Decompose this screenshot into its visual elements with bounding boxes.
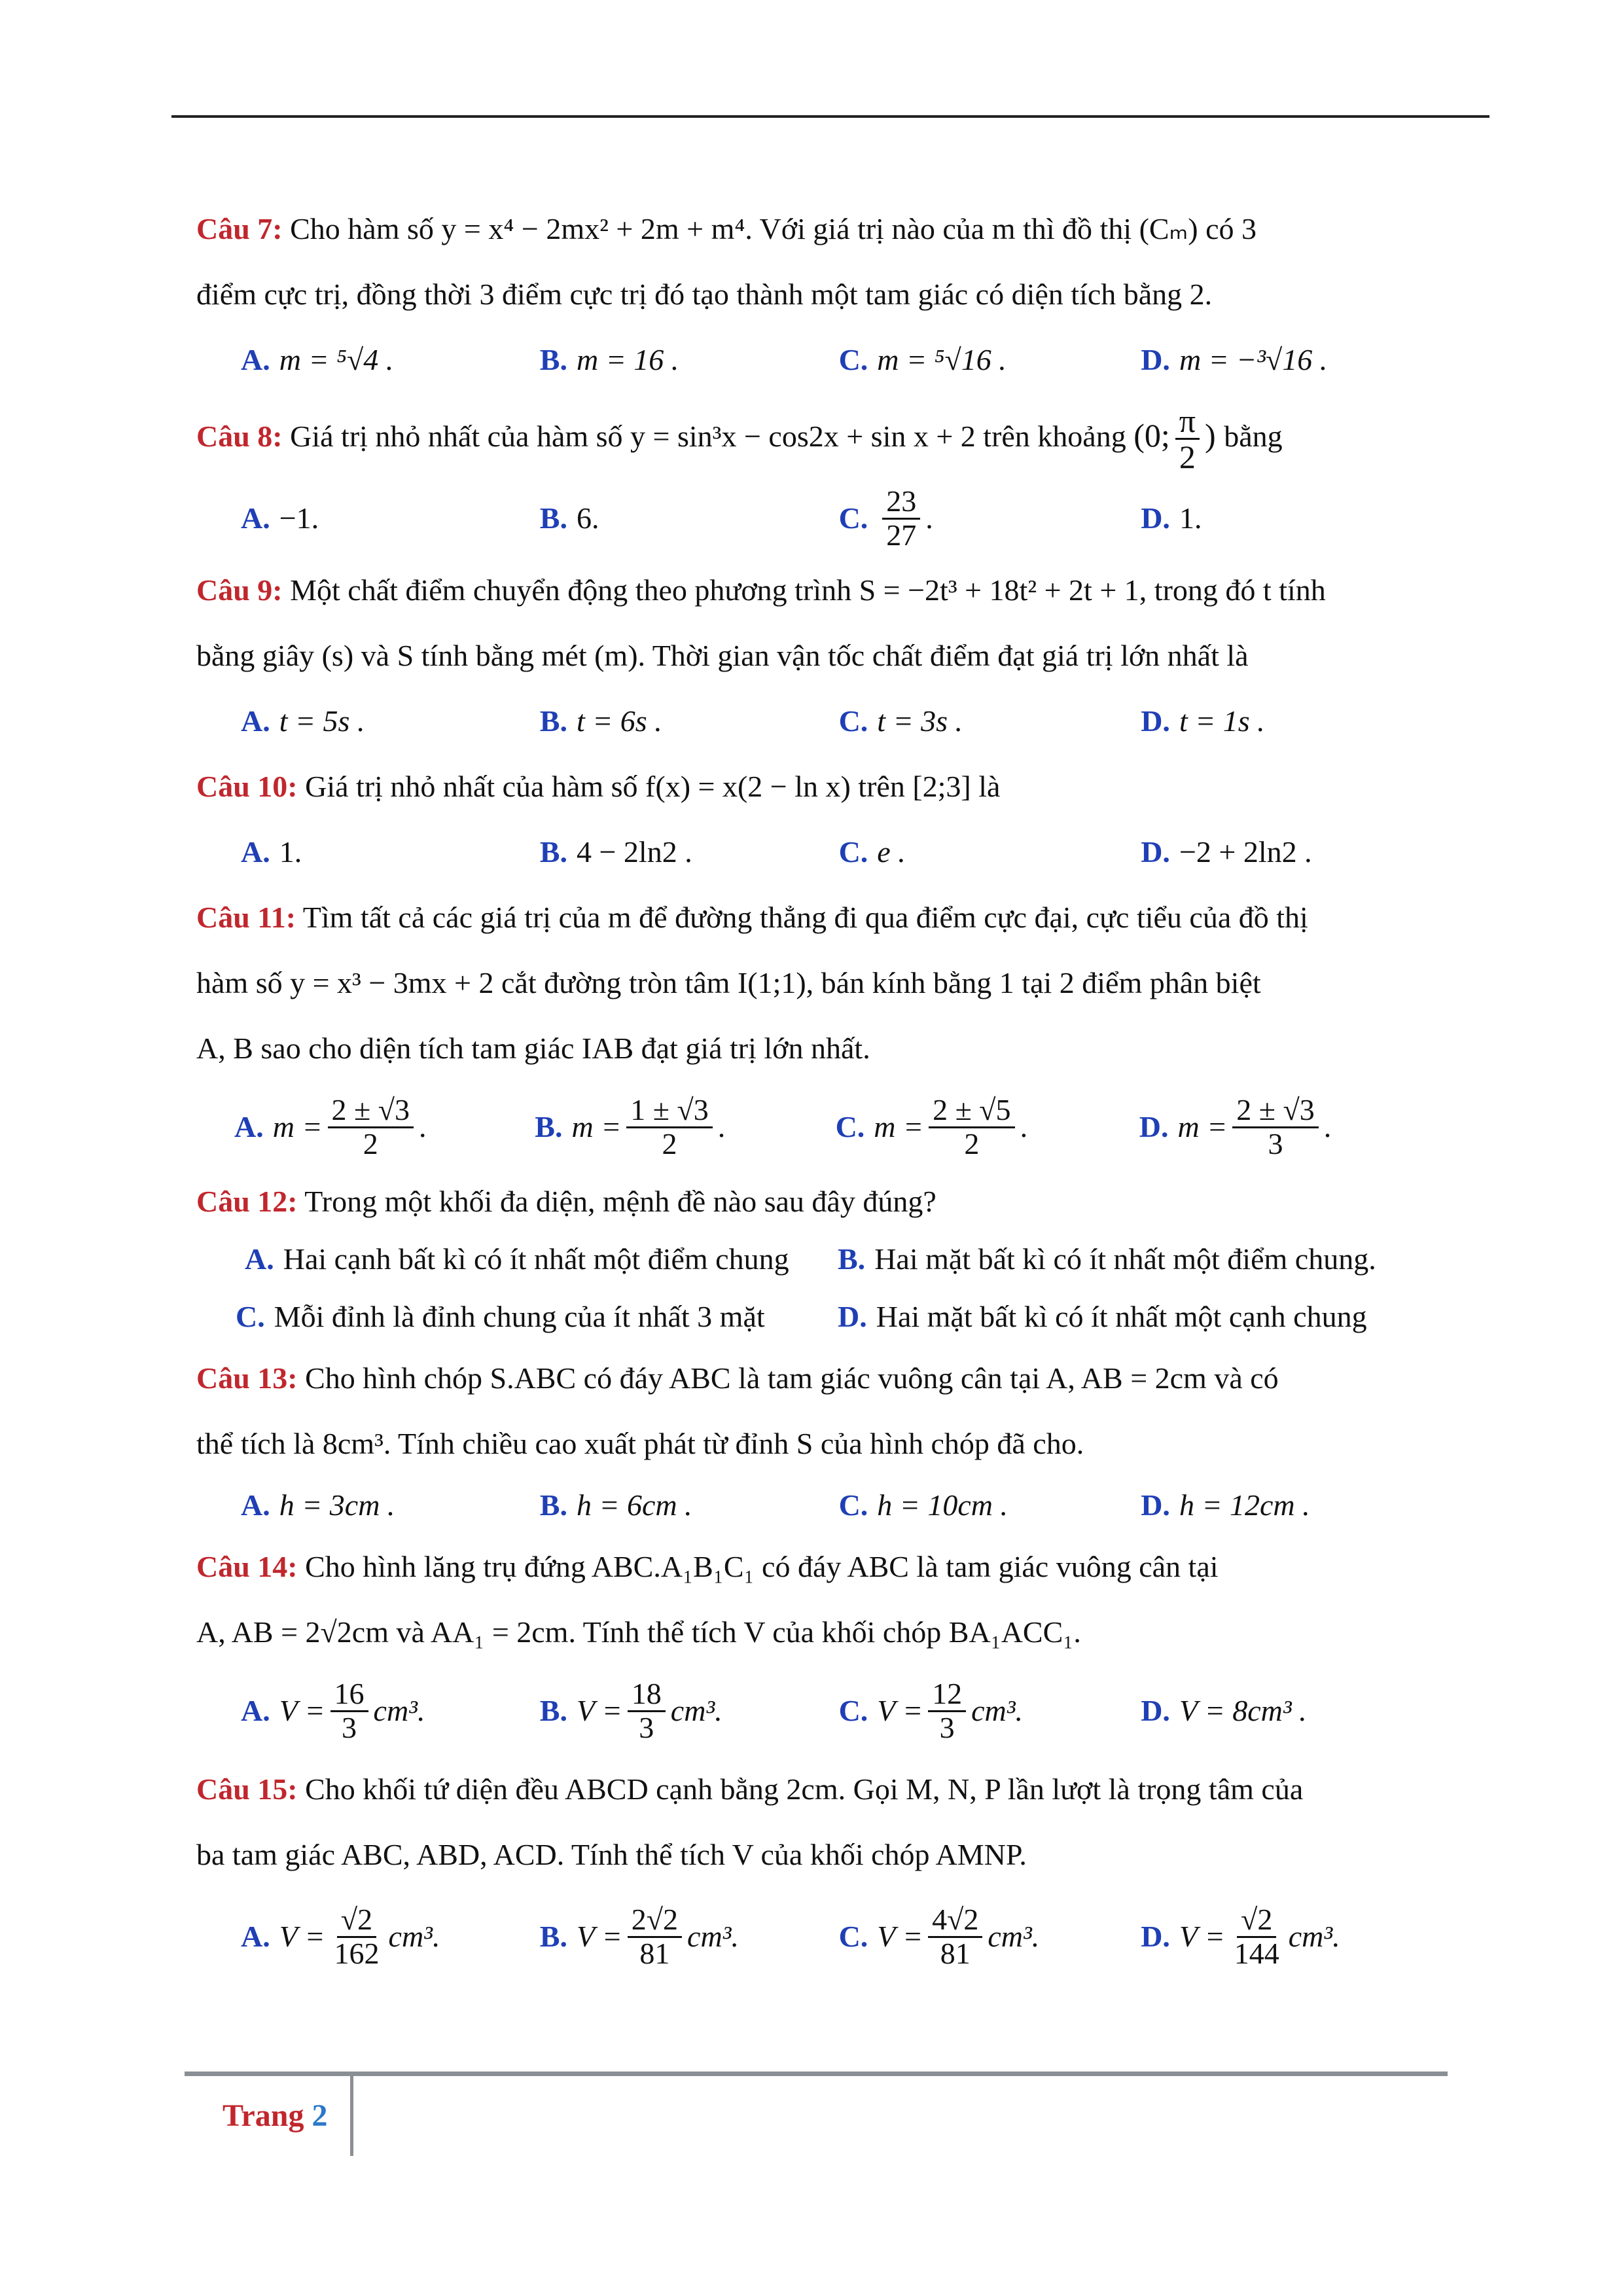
question-text-cont: điểm cực trị, đồng thời 3 điểm cực trị đó tạo thành một tam giác có diện tích bằng 2. (196, 278, 1213, 311)
question-text: Cho hình lăng trụ đứng ABC.A₁B₁C₁ có đáy ABC là tam giác vuông cân tại (305, 1550, 1219, 1583)
question-15-options (241, 1888, 1440, 1986)
question-text-cont: hàm số y = x³ − 3mx + 2 cắt đường tròn tâm I(1;1), bán kính bằng 1 tại 2 điểm phân biệt (196, 966, 1261, 999)
option-a[interactable]: A. 1. (241, 835, 302, 869)
question-10-options (241, 819, 1440, 885)
option-d[interactable]: D. Hai mặt bất kì có ít nhất một cạnh chung (838, 1300, 1367, 1333)
option-d[interactable]: D. h = 12cm . (1141, 1488, 1310, 1522)
question-text-cont: ba tam giác ABC, ABD, ACD. Tính thể tích V của khối chóp AMNP. (196, 1838, 1027, 1871)
question-text: Trong một khối đa diện, mệnh đề nào sau đây đúng? (304, 1185, 936, 1218)
option-b[interactable]: B. 4 − 2ln2 . (539, 835, 692, 869)
option-d[interactable]: D. V = $\frac{√2}{144}$ cm³. (1141, 1903, 1340, 1970)
option-c[interactable]: C. e . (838, 835, 906, 869)
question-text-cont: bằng giây (s) và S tính bằng mét (m). Thời gian vận tốc chất điểm đạt giá trị lớn nhất là (196, 639, 1249, 672)
question-text: Cho hình chóp S.ABC có đáy ABC là tam giác vuông cân tại A, AB = 2cm và có (305, 1361, 1279, 1395)
question-11-options (234, 1081, 1440, 1173)
question-7-options (241, 327, 1440, 393)
option-d[interactable]: D. t = 1s . (1141, 704, 1265, 738)
question-9 (196, 558, 1440, 689)
option-a[interactable]: A. h = 3cm . (241, 1488, 395, 1522)
question-8 (196, 393, 1440, 479)
option-c[interactable]: C. t = 3s . (838, 704, 963, 738)
header-rule (171, 115, 1489, 118)
question-9-options (241, 689, 1440, 754)
question-tail: bằng (1224, 420, 1283, 453)
question-text: Cho khối tứ diện đều ABCD cạnh bằng 2cm. Gọi M, N, P lần lượt là trọng tâm của (305, 1772, 1304, 1806)
option-b[interactable]: B. V = $\frac{2√2}{81}$ cm³. (539, 1903, 739, 1970)
question-label: Câu 7: (196, 212, 283, 245)
question-15 (196, 1757, 1440, 1888)
page-number (223, 2098, 327, 2134)
question-13-options (241, 1477, 1440, 1534)
question-text-cont: A, AB = 2√2cm và AA₁ = 2cm. Tính thể tích V của khối chóp BA₁ACC₁. (196, 1615, 1081, 1649)
page-num: 2 (312, 2098, 328, 2133)
option-b[interactable]: B. Hai mặt bất kì có ít nhất một điểm chung. (838, 1242, 1376, 1276)
interval: (0; $\frac{\pi}{2}$ ) (1133, 402, 1216, 476)
question-8-options (241, 479, 1440, 558)
question-text: Giá trị nhỏ nhất của hàm số y = sin³x − cos2x + sin x + 2 trên khoảng (290, 420, 1126, 453)
option-d[interactable]: D. m = $\frac{2 \pm √3}{3}$ . (1139, 1093, 1332, 1160)
question-text-cont: A, B sao cho diện tích tam giác IAB đạt giá trị lớn nhất. (196, 1031, 870, 1065)
option-c[interactable]: C. h = 10cm . (838, 1488, 1008, 1522)
option-c[interactable]: C. V = $\frac{4√2}{81}$ cm³. (838, 1903, 1040, 1970)
footer-divider (350, 2073, 353, 2156)
question-12-options (236, 1230, 1440, 1346)
option-b[interactable]: B. m = $\frac{1 \pm √3}{2}$ . (535, 1093, 726, 1160)
option-b[interactable]: B. V = $\frac{18}{3}$ cm³. (539, 1677, 722, 1744)
question-label: Câu 11: (196, 901, 296, 934)
question-14-options (241, 1665, 1440, 1757)
option-a[interactable]: A. −1. (241, 501, 319, 535)
question-text: Tìm tất cả các giá trị của m để đường thẳng đi qua điểm cực đại, cực tiểu của đồ thị (302, 901, 1308, 934)
question-text-cont: thể tích là 8cm³. Tính chiều cao xuất phát từ đỉnh S của hình chóp đã cho. (196, 1427, 1084, 1460)
document-body (196, 196, 1440, 1986)
question-text: Cho hàm số y = x⁴ − 2mx² + 2m + m⁴. Với giá trị nào của m thì đồ thị (Cₘ) có 3 (290, 212, 1257, 245)
option-d[interactable]: D. m = −³√16 . (1141, 343, 1328, 376)
question-label: Câu 8: (196, 420, 283, 453)
option-a[interactable]: A. Hai cạnh bất kì có ít nhất một điểm chung (245, 1242, 789, 1276)
option-a[interactable]: A. t = 5s . (241, 704, 365, 738)
option-c[interactable]: C. Mỗi đỉnh là đỉnh chung của ít nhất 3 mặt (236, 1300, 765, 1333)
question-7 (196, 196, 1440, 327)
option-a[interactable]: A. V = $\frac{√2}{162}$ cm³. (241, 1903, 440, 1970)
option-d[interactable]: D. 1. (1141, 501, 1202, 535)
option-c[interactable]: C. m = $\frac{2 \pm √5}{2}$ . (835, 1093, 1028, 1160)
question-12 (196, 1173, 1440, 1230)
question-label: Câu 13: (196, 1361, 298, 1395)
option-b[interactable]: B. h = 6cm . (539, 1488, 692, 1522)
option-a[interactable]: A. m = ⁵√4 . (241, 343, 394, 376)
question-label: Câu 15: (196, 1772, 298, 1806)
option-b[interactable]: B. m = 16 . (539, 343, 679, 376)
option-a[interactable]: A. m = $\frac{2 \pm √3}{2}$ . (234, 1093, 427, 1160)
option-b[interactable]: B. 6. (539, 501, 599, 535)
question-text: Một chất điểm chuyển động theo phương trình S = −2t³ + 18t² + 2t + 1, trong đó t tính (290, 573, 1326, 607)
option-c[interactable]: C. $\frac{23}{27}$ . (838, 484, 933, 552)
option-c[interactable]: C. V = $\frac{12}{3}$ cm³. (838, 1677, 1024, 1744)
question-10 (196, 754, 1440, 819)
question-13 (196, 1346, 1440, 1477)
question-text: Giá trị nhỏ nhất của hàm số f(x) = x(2 − ln x) trên [2;3] là (305, 770, 1001, 803)
question-14 (196, 1534, 1440, 1665)
footer-rule (185, 2072, 1448, 2076)
page-word: Trang (223, 2098, 304, 2133)
option-c[interactable]: C. m = ⁵√16 . (838, 343, 1007, 376)
question-11 (196, 885, 1440, 1081)
option-d[interactable]: D. −2 + 2ln2 . (1141, 835, 1312, 869)
option-b[interactable]: B. t = 6s . (539, 704, 662, 738)
option-d[interactable]: D. V = 8cm³ . (1141, 1694, 1307, 1727)
option-a[interactable]: A. V = $\frac{16}{3}$ cm³. (241, 1677, 425, 1744)
question-label: Câu 9: (196, 573, 283, 607)
question-label: Câu 14: (196, 1550, 298, 1583)
question-label: Câu 12: (196, 1185, 298, 1218)
question-label: Câu 10: (196, 770, 298, 803)
